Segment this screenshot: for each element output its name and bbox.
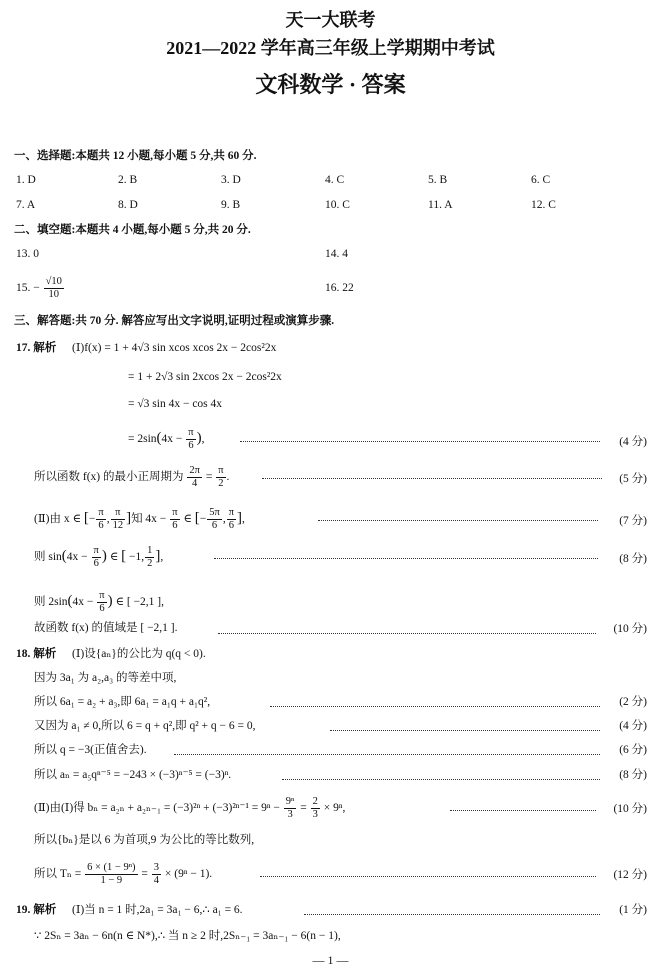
leader-dots — [450, 810, 596, 811]
numerator: π — [99, 590, 105, 601]
text: 所以函数 f(x) 的最小正周期为 — [34, 471, 184, 484]
denominator: 2 — [147, 558, 153, 569]
answer-4: 4. C — [325, 174, 345, 186]
q18-score-12: (12 分) — [613, 869, 647, 881]
numerator: π — [98, 507, 104, 518]
section3-title: 三、解答题:共 70 分. 解答应写出文字说明,证明过程或演算步骤. — [14, 315, 335, 327]
q18-score-8: (8 分) — [619, 769, 647, 781]
fraction — [111, 507, 126, 532]
q17-line8: 则 2sin(4x − $\frac{\pi}{6}$ ) ∈ [ −2,1 ], — [34, 590, 165, 614]
q17-line1: (Ⅰ)f(x) = 1 + 4√3 sin xcos xcos 2x − 2cos²2x — [72, 342, 277, 354]
q18-line9 — [34, 862, 212, 887]
text: (Ⅱ)由(Ⅰ)得 bₙ = a₂ₙ + a₂ₙ₋₁ = (−3)²ⁿ + (−3)²ⁿ⁻¹ = 9ⁿ − — [34, 802, 280, 815]
text: (Ⅱ)由 x ∈ — [34, 513, 81, 526]
numerator: 1 — [147, 545, 153, 556]
q17-score-5: (5 分) — [619, 473, 647, 485]
q17-score-10: (10 分) — [613, 623, 647, 635]
text: ∈ — [109, 551, 119, 564]
leader-dots — [218, 633, 596, 634]
text: 4x − — [66, 551, 88, 564]
answer-6: 6. C — [531, 174, 551, 186]
q17-line7: 则 sin(4x − $\frac{\pi}{6}$ ) ∈ [ −1, $\frac{1}{2}$ ], — [34, 545, 164, 569]
text: , — [160, 551, 164, 564]
numerator: π — [218, 465, 224, 476]
answer-14: 14. 4 — [325, 248, 348, 260]
fraction — [92, 545, 101, 570]
fraction — [97, 590, 106, 615]
leader-dots — [260, 876, 596, 877]
q18-line6: 所以 aₙ = a₅qⁿ⁻⁵ = −243 × (−3)ⁿ⁻⁵ = (−3)ⁿ. — [34, 769, 232, 781]
answer-15-prefix: 15. − — [16, 282, 40, 295]
header-exam: 2021—2022 学年高三年级上学期期中考试 — [166, 38, 495, 58]
q17-line4: = 2sin(4x − $\frac{\pi}{6}$ ), — [128, 427, 205, 451]
numerator: π — [228, 507, 235, 518]
numerator: 2 — [312, 796, 318, 807]
q18-line2: 因为 3a₁ 为 a₂,a₃ 的等差中项, — [34, 672, 177, 684]
q17-score-7: (7 分) — [619, 515, 647, 527]
q18-line1: (Ⅰ)设{aₙ}的公比为 q(q < 0). — [72, 648, 206, 660]
q17-line5 — [34, 465, 229, 490]
numerator: 6 × (1 − 9ⁿ) — [87, 862, 136, 873]
fraction — [152, 862, 161, 887]
denominator: 6 — [188, 440, 194, 451]
fraction — [170, 507, 179, 532]
numerator: π — [111, 507, 126, 520]
denominator: 3 — [287, 809, 293, 820]
denominator: 3 — [312, 809, 318, 820]
numerator: √10 — [45, 276, 62, 287]
q19-line1: (Ⅰ)当 n = 1 时,2a₁ = 3a₁ − 6,∴ a₁ = 6. — [72, 904, 243, 916]
fraction — [85, 862, 137, 887]
q17-score-4: (4 分) — [619, 436, 647, 448]
text: = — [300, 802, 307, 815]
leader-dots — [240, 441, 600, 442]
text: × 9ⁿ, — [323, 802, 346, 815]
fraction — [216, 465, 225, 490]
fraction — [96, 507, 105, 532]
denominator: 1 − 9 — [100, 875, 123, 886]
fraction — [187, 465, 202, 490]
section2-title: 二、填空题:本题共 4 小题,每小题 5 分,共 20 分. — [14, 224, 251, 236]
denominator: 12 — [112, 520, 124, 531]
q18-line5: 所以 q = −3(正值舍去). — [34, 744, 147, 756]
denominator: 4 — [153, 875, 160, 886]
numerator: π — [93, 545, 99, 556]
fraction — [186, 427, 195, 452]
denominator: 6 — [99, 603, 105, 614]
text: 知 4x − — [131, 513, 167, 526]
fraction — [311, 796, 320, 821]
leader-dots — [262, 478, 602, 479]
q17-line3: = √3 sin 4x − cos 4x — [128, 398, 223, 410]
answer-16: 16. 22 — [325, 282, 354, 294]
q18-score-10: (10 分) — [613, 803, 647, 815]
denominator: 4 — [192, 478, 198, 489]
q17-label: 17. 解析 — [16, 342, 57, 354]
answer-12: 12. C — [531, 199, 556, 211]
answer-15-fraction — [44, 276, 64, 301]
answer-5: 5. B — [428, 174, 448, 186]
q18-score-6: (6 分) — [619, 744, 647, 756]
q18-line8: 所以{bₙ}是以 6 为首项,9 为公比的等比数列, — [34, 834, 255, 846]
answer-8: 8. D — [118, 199, 138, 211]
leader-dots — [304, 914, 600, 915]
answer-2: 2. B — [118, 174, 138, 186]
header-subject: 文科数学 · 答案 — [255, 72, 406, 97]
fraction — [227, 507, 236, 532]
text: ∈ [ −2,1 ], — [115, 596, 165, 609]
leader-dots — [270, 706, 600, 707]
section1-title: 一、选择题:本题共 12 小题,每小题 5 分,共 60 分. — [14, 150, 257, 162]
fraction — [145, 545, 154, 570]
leader-dots — [174, 754, 600, 755]
answer-13: 13. 0 — [16, 248, 39, 260]
answer-10: 10. C — [325, 199, 350, 211]
numerator: 2π — [189, 465, 200, 476]
denominator: 2 — [218, 478, 224, 489]
answer-3: 3. D — [221, 174, 241, 186]
q18-label: 18. 解析 — [16, 648, 57, 660]
text: 4x − — [161, 433, 183, 446]
q19-label: 19. 解析 — [16, 904, 57, 916]
q18-score-2: (2 分) — [619, 696, 647, 708]
numerator: 5π — [209, 507, 220, 518]
numerator: π — [188, 427, 194, 438]
leader-dots — [330, 730, 600, 731]
text: 则 2sin — [34, 596, 68, 609]
text: . — [226, 471, 230, 484]
q19-line2: ∵ 2Sₙ = 3aₙ − 6n(n ∈ N*),∴ 当 n ≥ 2 时,2Sₙ₋₁ = 3aₙ₋₁ − 6(n − 1), — [34, 930, 341, 942]
q17-line6: (Ⅱ)由 x ∈ [− $\frac{\pi}{6}$ , $\frac{\pi}{12}$ ]知 4x − $\frac{\pi}{6}$ ∈ [− $\frac{5\pi}{6}$ , $\frac{\pi}{6}$ ], — [34, 507, 245, 531]
text: 则 sin — [34, 551, 62, 564]
answer-9: 9. B — [221, 199, 241, 211]
header-org: 天一大联考 — [285, 10, 376, 30]
answer-15 — [16, 276, 65, 301]
fraction — [207, 507, 222, 532]
text: , — [242, 513, 245, 526]
numerator: π — [172, 507, 178, 518]
q18-line7 — [34, 796, 345, 821]
denominator: 6 — [228, 520, 234, 531]
fraction — [284, 796, 297, 821]
q19-score-1: (1 分) — [619, 904, 647, 916]
denominator: 10 — [48, 289, 59, 300]
answer-7: 7. A — [16, 199, 36, 211]
text: 4x − — [72, 596, 94, 609]
q17-line9: 故函数 f(x) 的值域是 [ −2,1 ]. — [34, 622, 178, 634]
leader-dots — [214, 558, 598, 559]
denominator: 6 — [93, 558, 99, 569]
denominator: 6 — [211, 520, 218, 531]
text: 所以 Tₙ = — [34, 868, 82, 881]
leader-dots — [318, 520, 598, 521]
q17-line2: = 1 + 2√3 sin 2xcos 2x − 2cos²2x — [128, 371, 282, 383]
denominator: 6 — [98, 520, 104, 531]
text: × (9ⁿ − 1). — [164, 868, 213, 881]
numerator: 3 — [153, 862, 160, 873]
numerator: 9ⁿ — [285, 796, 295, 807]
text: = — [205, 471, 213, 484]
q17-score-8: (8 分) — [619, 553, 647, 565]
text: ∈ — [183, 513, 192, 526]
q18-line4: 又因为 a₁ ≠ 0,所以 6 = q + q²,即 q² + q − 6 = 0, — [34, 720, 256, 732]
q18-line3: 所以 6a₁ = a₂ + a₃,即 6a₁ = a₁q + a₁q², — [34, 696, 211, 708]
leader-dots — [282, 779, 600, 780]
answer-11: 11. A — [428, 199, 453, 211]
answer-1: 1. D — [16, 174, 36, 186]
q18-score-4: (4 分) — [619, 720, 647, 732]
text: , — [201, 433, 205, 446]
denominator: 6 — [172, 520, 178, 531]
text: = — [141, 868, 148, 881]
page-number: — 1 — — [312, 953, 349, 967]
text: = 2sin — [128, 433, 157, 446]
